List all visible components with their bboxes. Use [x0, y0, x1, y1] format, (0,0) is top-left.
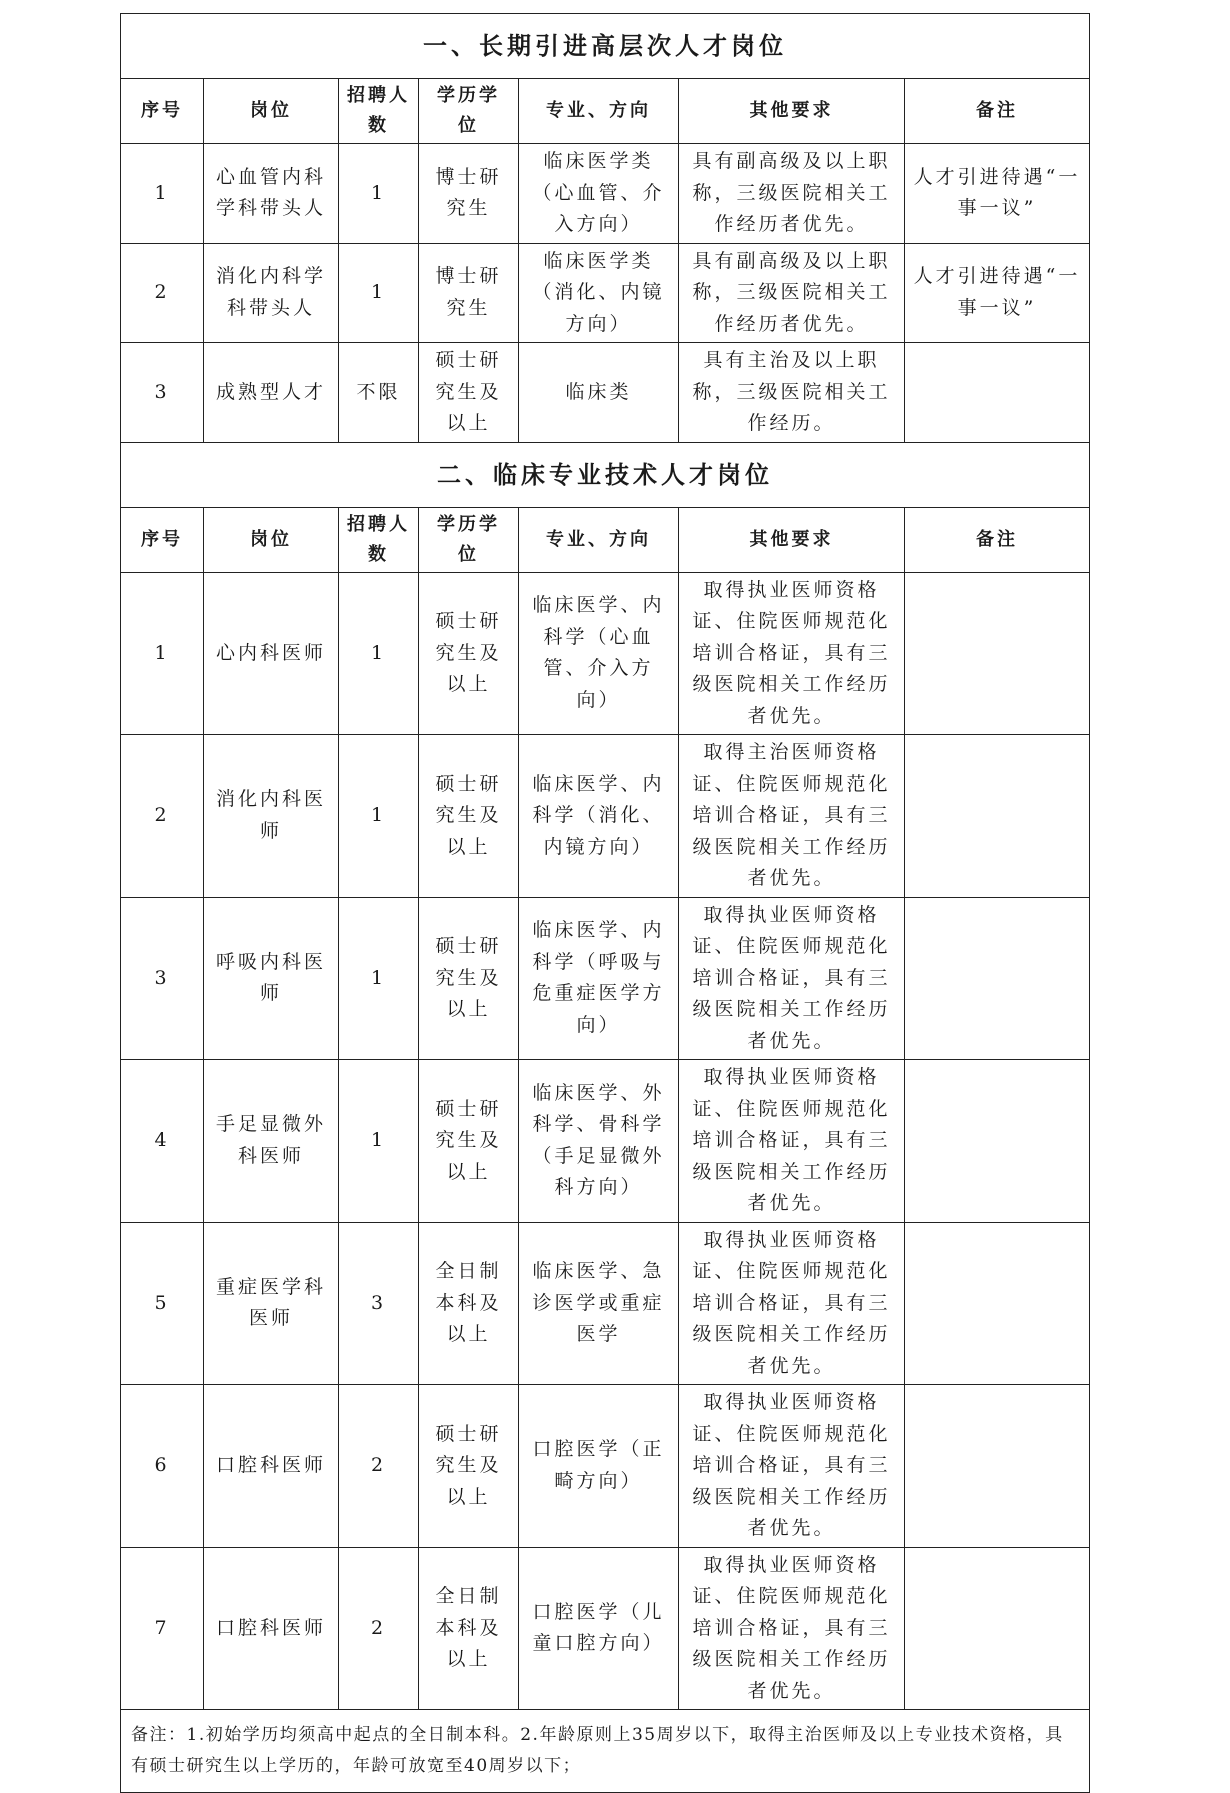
column-header-remarks: 备注	[905, 79, 1090, 144]
table-row	[121, 343, 1090, 443]
cell-seq: 2	[121, 243, 204, 343]
cell-remarks	[905, 1222, 1090, 1385]
cell-count: 1	[339, 572, 419, 735]
cell-requirements: 取得执业医师资格证、住院医师规范化培训合格证，具有三级医院相关工作经历者优先。	[679, 572, 905, 735]
cell-education: 硕士研究生及以上	[419, 1060, 519, 1223]
cell-education: 全日制本科及以上	[419, 1547, 519, 1710]
column-header-education: 学历学位	[419, 79, 519, 144]
table-row	[121, 1222, 1090, 1385]
cell-seq: 7	[121, 1547, 204, 1710]
section-title: 二、临床专业技术人才岗位	[121, 442, 1090, 507]
column-header-major: 专业、方向	[519, 507, 679, 572]
cell-count: 1	[339, 144, 419, 244]
cell-remarks	[905, 343, 1090, 443]
cell-education: 硕士研究生及以上	[419, 735, 519, 898]
cell-count: 1	[339, 897, 419, 1060]
table-row	[121, 572, 1090, 735]
cell-requirements: 取得主治医师资格证、住院医师规范化培训合格证，具有三级医院相关工作经历者优先。	[679, 735, 905, 898]
table-row	[121, 144, 1090, 244]
cell-major: 口腔医学（正畸方向）	[519, 1385, 679, 1548]
cell-requirements: 取得执业医师资格证、住院医师规范化培训合格证，具有三级医院相关工作经历者优先。	[679, 1547, 905, 1710]
cell-seq: 4	[121, 1060, 204, 1223]
cell-seq: 2	[121, 735, 204, 898]
cell-education: 博士研究生	[419, 243, 519, 343]
cell-remarks	[905, 1060, 1090, 1223]
cell-seq: 5	[121, 1222, 204, 1385]
table-row	[121, 243, 1090, 343]
table-row	[121, 1060, 1090, 1223]
cell-major: 口腔医学（儿童口腔方向）	[519, 1547, 679, 1710]
cell-major: 临床医学、外科学、骨科学（手足显微外科方向）	[519, 1060, 679, 1223]
cell-education: 硕士研究生及以上	[419, 572, 519, 735]
cell-position: 口腔科医师	[204, 1547, 339, 1710]
column-header-row	[121, 79, 1090, 144]
cell-remarks: 人才引进待遇“一事一议”	[905, 144, 1090, 244]
column-header-requirements: 其他要求	[679, 79, 905, 144]
cell-requirements: 具有主治及以上职称，三级医院相关工作经历。	[679, 343, 905, 443]
cell-seq: 1	[121, 144, 204, 244]
cell-seq: 1	[121, 572, 204, 735]
section-title-row	[121, 442, 1090, 507]
cell-count: 3	[339, 1222, 419, 1385]
section-title: 一、长期引进高层次人才岗位	[121, 14, 1090, 79]
cell-major: 临床医学类（消化、内镜方向）	[519, 243, 679, 343]
table-row	[121, 897, 1090, 1060]
cell-count: 不限	[339, 343, 419, 443]
column-header-position: 岗位	[204, 507, 339, 572]
cell-position: 呼吸内科医师	[204, 897, 339, 1060]
cell-requirements: 取得执业医师资格证、住院医师规范化培训合格证，具有三级医院相关工作经历者优先。	[679, 1385, 905, 1548]
cell-education: 博士研究生	[419, 144, 519, 244]
cell-position: 手足显微外科医师	[204, 1060, 339, 1223]
footnote: 备注：1.初始学历均须高中起点的全日制本科。2.年龄原则上35周岁以下，取得主治医师及以上专业技术资格，具有硕士研究生以上学历的，年龄可放宽至40周岁以下；	[121, 1710, 1090, 1793]
cell-position: 成熟型人才	[204, 343, 339, 443]
cell-requirements: 取得执业医师资格证、住院医师规范化培训合格证，具有三级医院相关工作经历者优先。	[679, 1222, 905, 1385]
cell-count: 1	[339, 243, 419, 343]
cell-seq: 3	[121, 897, 204, 1060]
cell-position: 口腔科医师	[204, 1385, 339, 1548]
cell-count: 2	[339, 1547, 419, 1710]
column-header-count: 招聘人数	[339, 507, 419, 572]
column-header-position: 岗位	[204, 79, 339, 144]
cell-major: 临床医学、内科学（消化、内镜方向）	[519, 735, 679, 898]
cell-count: 1	[339, 735, 419, 898]
cell-major: 临床医学、急诊医学或重症医学	[519, 1222, 679, 1385]
cell-requirements: 取得执业医师资格证、住院医师规范化培训合格证，具有三级医院相关工作经历者优先。	[679, 897, 905, 1060]
cell-count: 1	[339, 1060, 419, 1223]
cell-position: 心血管内科学科带头人	[204, 144, 339, 244]
column-header-requirements: 其他要求	[679, 507, 905, 572]
column-header-remarks: 备注	[905, 507, 1090, 572]
column-header-major: 专业、方向	[519, 79, 679, 144]
cell-remarks	[905, 572, 1090, 735]
table-row	[121, 735, 1090, 898]
column-header-education: 学历学位	[419, 507, 519, 572]
section-title-row	[121, 14, 1090, 79]
cell-major: 临床医学、内科学（呼吸与危重症医学方向）	[519, 897, 679, 1060]
cell-requirements: 具有副高级及以上职称，三级医院相关工作经历者优先。	[679, 243, 905, 343]
cell-major: 临床医学类（心血管、介入方向）	[519, 144, 679, 244]
cell-education: 硕士研究生及以上	[419, 343, 519, 443]
cell-seq: 3	[121, 343, 204, 443]
cell-position: 心内科医师	[204, 572, 339, 735]
column-header-count: 招聘人数	[339, 79, 419, 144]
cell-remarks: 人才引进待遇“一事一议”	[905, 243, 1090, 343]
cell-major: 临床医学、内科学（心血管、介入方向）	[519, 572, 679, 735]
cell-requirements: 具有副高级及以上职称，三级医院相关工作经历者优先。	[679, 144, 905, 244]
cell-remarks	[905, 897, 1090, 1060]
note-row	[121, 1710, 1090, 1793]
cell-education: 硕士研究生及以上	[419, 897, 519, 1060]
cell-remarks	[905, 735, 1090, 898]
column-header-row	[121, 507, 1090, 572]
column-header-seq: 序号	[121, 79, 204, 144]
table-row	[121, 1547, 1090, 1710]
cell-position: 消化内科学科带头人	[204, 243, 339, 343]
cell-requirements: 取得执业医师资格证、住院医师规范化培训合格证，具有三级医院相关工作经历者优先。	[679, 1060, 905, 1223]
cell-education: 全日制本科及以上	[419, 1222, 519, 1385]
cell-seq: 6	[121, 1385, 204, 1548]
cell-remarks	[905, 1385, 1090, 1548]
cell-position: 重症医学科医师	[204, 1222, 339, 1385]
recruitment-table	[120, 13, 1090, 1793]
cell-position: 消化内科医师	[204, 735, 339, 898]
cell-education: 硕士研究生及以上	[419, 1385, 519, 1548]
column-header-seq: 序号	[121, 507, 204, 572]
cell-count: 2	[339, 1385, 419, 1548]
cell-major: 临床类	[519, 343, 679, 443]
cell-remarks	[905, 1547, 1090, 1710]
table-row	[121, 1385, 1090, 1548]
